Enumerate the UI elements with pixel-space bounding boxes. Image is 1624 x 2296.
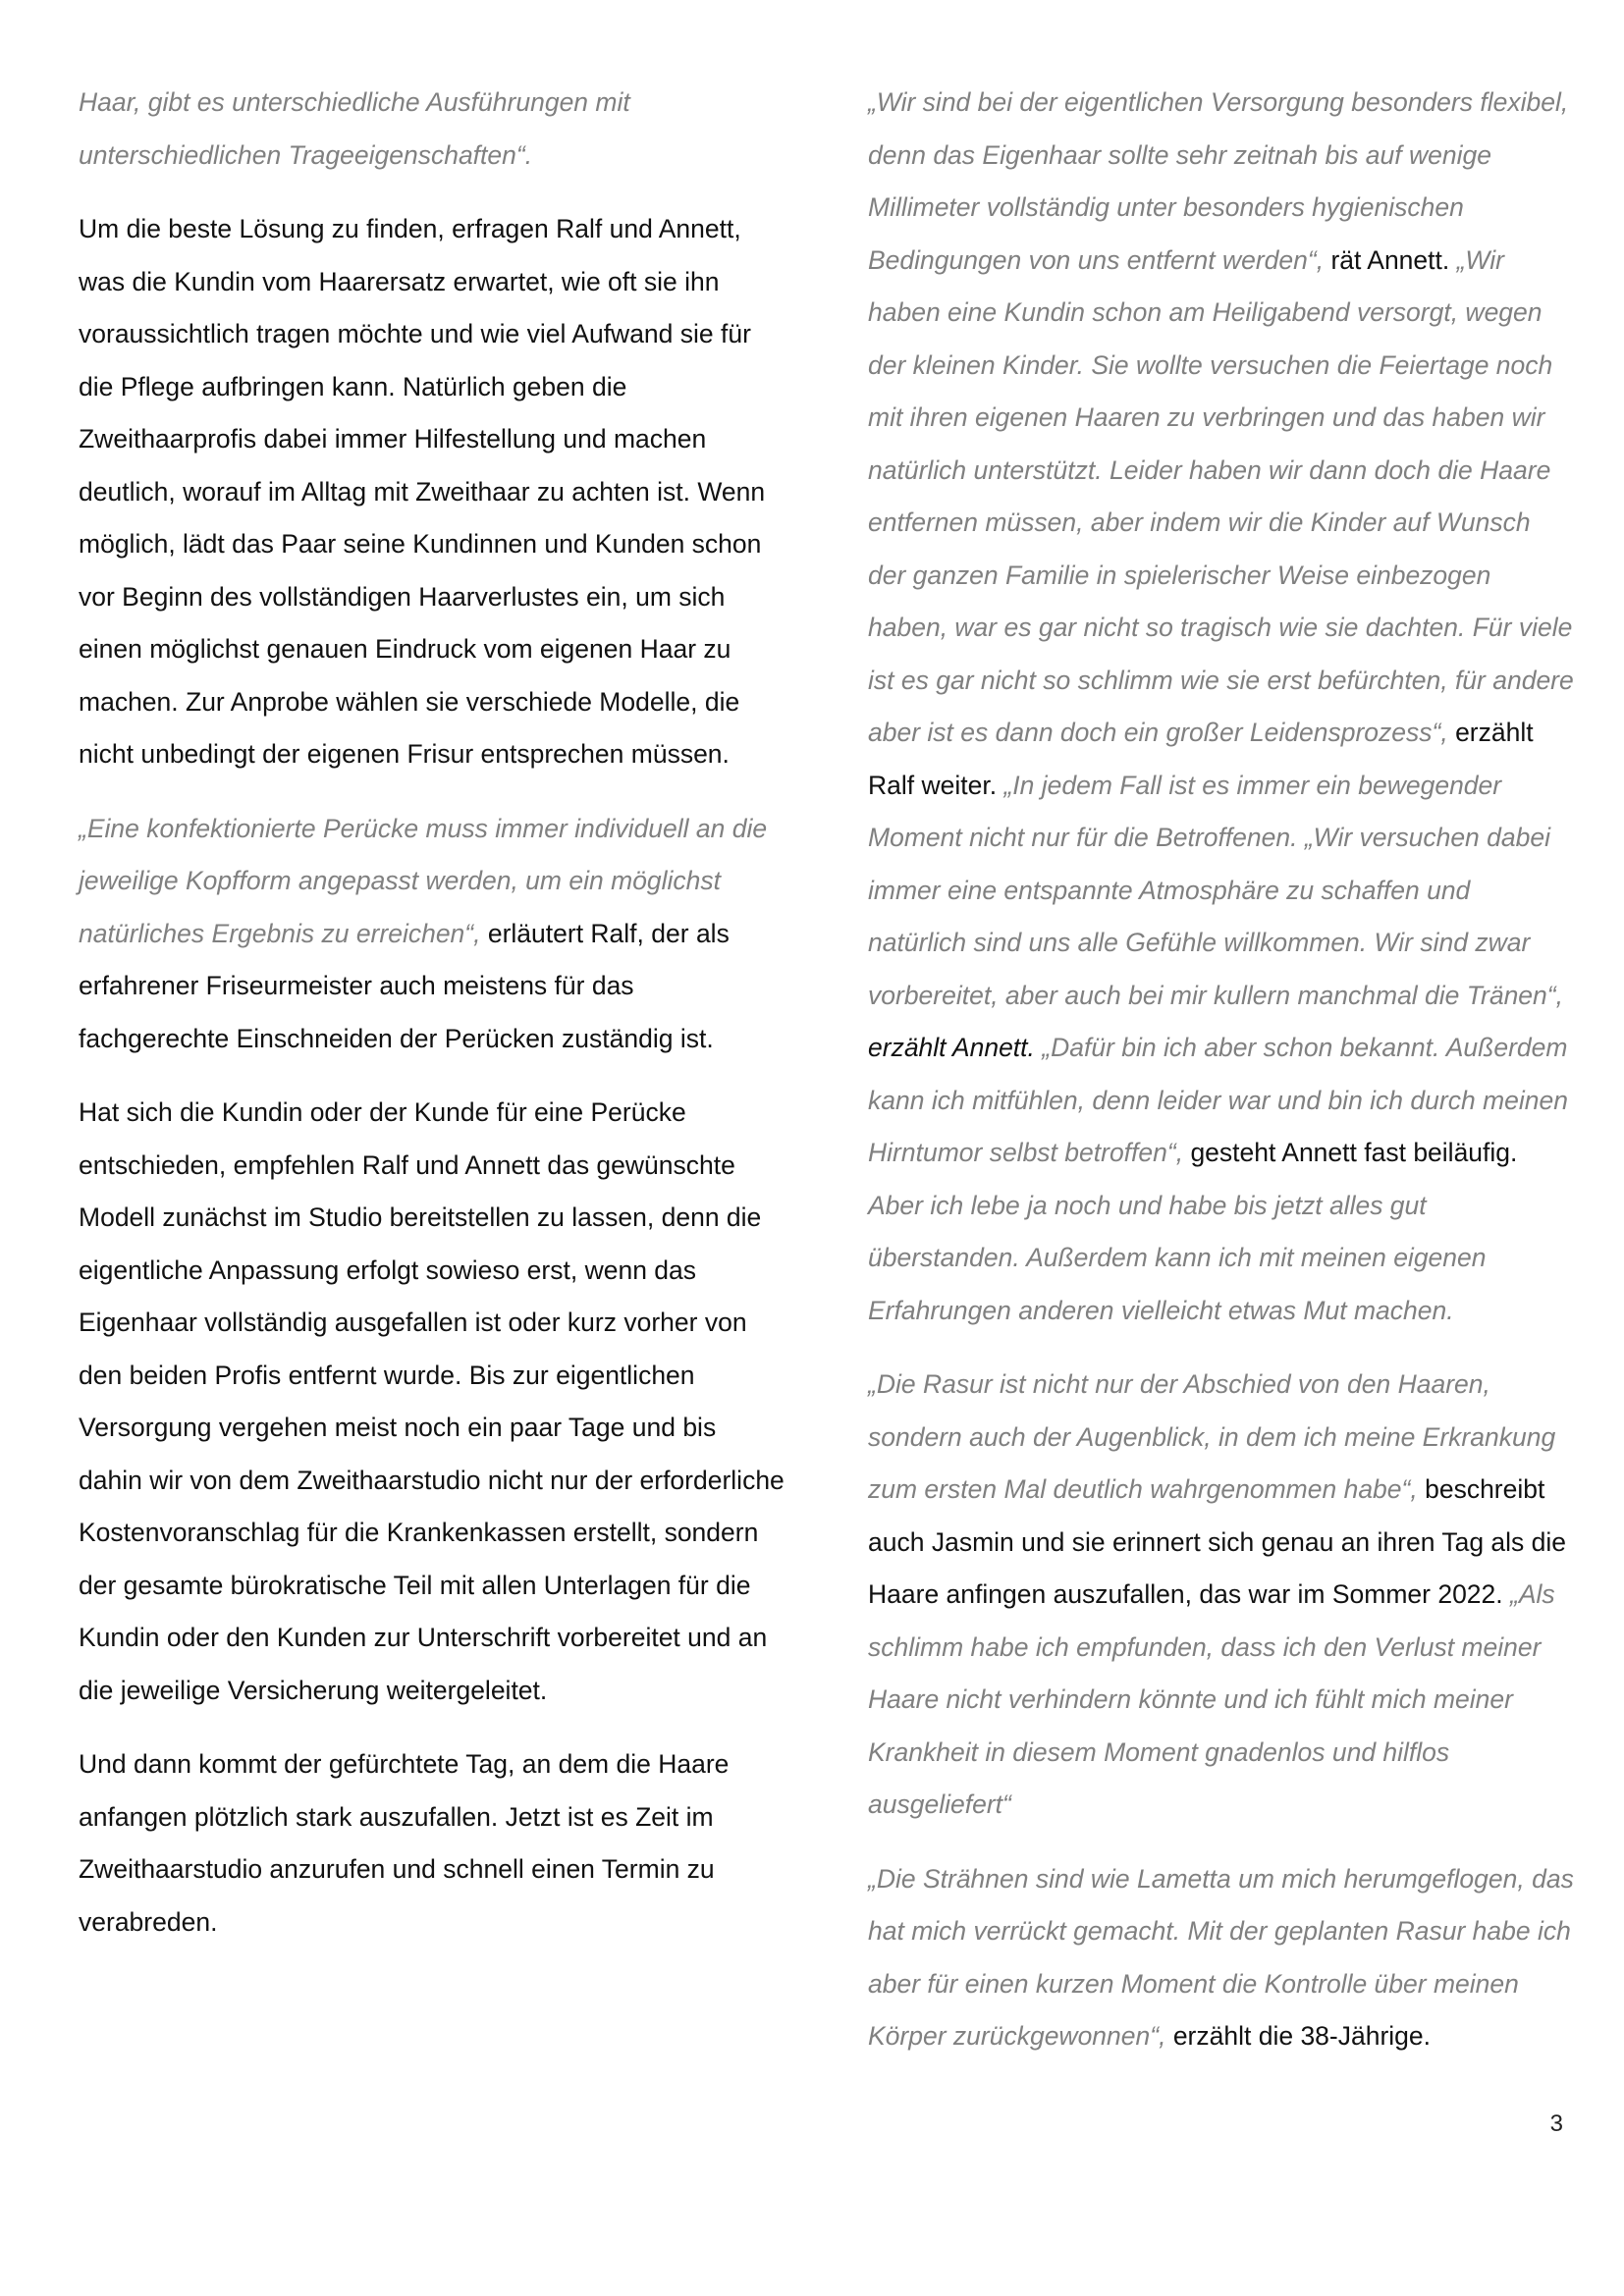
paragraph-beratung: Um die beste Lösung zu finden, erfragen Ralf und Annett, was die Kundin vom Haarersatz erwartet, wie oft sie ihn voraussichtlich tragen möchte und wie viel Aufwand sie für die Pflege aufbringen kann. Natürlich geben die Zweithaarprofis dabei immer Hilfestellung und machen deutlich, worauf im Alltag mit Zweithaar zu achten ist. Wenn möglich, lädt das Paar seine Kundinnen und Kunden schon vor Beginn des vollständigen Haarverlustes ein, um sich einen möglichst genauen Eindruck vom eigenen Haar zu machen. Zur Anprobe wählen sie verschiede Modelle, die nicht unbedingt der eigenen Frisur entsprechen müssen. xyxy=(79,214,766,769)
paragraph-quote-trageeigenschaften: Haar, gibt es unterschiedliche Ausführungen mit unterschiedlichen Trageeigenschaften“. xyxy=(79,87,630,170)
text-erzaehlt-ralf: erzählt Ralf weiter. xyxy=(868,718,1534,800)
paragraph-straehnen xyxy=(868,1853,1575,2063)
text-raet-annett: rät Annett. xyxy=(1324,244,1457,275)
paragraph-annett-ralf-erfahrungen xyxy=(868,77,1575,1337)
quote-heiligabend: „Wir haben eine Kundin schon am Heiligabend versorgt, wegen der kleinen Kinder. Sie wollte versuchen die Feiertage noch mit ihren eigenen Haaren zu verbringen und das haben wir natürlich unterstützt. Leider haben wir dann doch die Haare entfernen müssen, aber indem wir die Kinder auf Wunsch der ganzen Familie in spielerischer Weise einbezogen haben, war es gar nicht so tragisch wie sie dachten. Für viele ist es gar nicht so schlimm wie sie erst befürchten, für andere aber ist es dann doch ein großer Leidensprozess“, xyxy=(868,244,1574,747)
text-beschreibt-jasmin: beschreibt auch Jasmin und sie erinnert sich genau an ihren Tag als die Haare anfingen auszufallen, das war im Sommer 2022. xyxy=(868,1474,1567,1609)
quote-hirntumor: „Dafür bin ich aber schon bekannt. Außerdem kann ich mitfühlen, denn leider war und bin ich durch meinen Hirntumor selbst betroffen“, xyxy=(868,1033,1568,1167)
text-gesteht-annett: gesteht Annett fast beiläufig. xyxy=(1183,1138,1518,1167)
left-column xyxy=(79,77,785,1970)
text-erlaeutert-ralf: erläutert Ralf, der als erfahrener Friseurmeister auch meistens für das fachgerechte Einschneiden der Perücken zuständig ist. xyxy=(79,918,730,1053)
quote-annett-flexibel: „Wir sind bei der eigentlichen Versorgung besonders flexibel, denn das Eigenhaar sollte sehr zeitnah bis auf wenige Millimeter vollständig unter besonders hygienischen Bedingungen von uns entfernt werden“, xyxy=(868,87,1569,275)
paragraph-jasmin-rasur xyxy=(868,1359,1575,1832)
paragraph-versorgung: Hat sich die Kundin oder der Kunde für eine Perücke entschieden, empfehlen Ralf und Annett das gewünschte Modell zunächst im Studio bereitstellen zu lassen, denn die eigentliche Anpassung erfolgt sowieso erst, wenn das Eigenhaar vollständig ausgefallen ist oder kurz vorher von den beiden Profis entfernt wurde. Bis zur eigentlichen Versorgung vergehen meist noch ein paar Tage und bis dahin wir von dem Zweithaarstudio nicht nur der erforderliche Kostenvoranschlag für die Krankenkassen erstellt, sondern der gesamte bürokratische Teil mit allen Unterlagen für die Kundin oder den Kunden zur Unterschrift vorbereitet und an die jeweilige Versicherung weitergeleitet. xyxy=(79,1097,785,1705)
quote-bewegender-moment: „In jedem Fall ist es immer ein bewegender Moment nicht nur für die Betroffenen. „Wir versuchen dabei immer eine entspannte Atmosphäre zu schaffen und natürlich sind uns alle Gefühle willkommen. Wir sind zwar vorbereitet, aber auch bei mir kullern manchmal die Tränen“, xyxy=(868,770,1563,1010)
quote-lametta: „Die Strähnen sind wie Lametta um mich herumgeflogen, das hat mich verrückt gemacht. Mit der geplanten Rasur habe ich aber für einen kurzen Moment die Kontrolle über meinen Körper zurückgewonnen“, xyxy=(868,1863,1574,2051)
quote-verlust-haare: „Als schlimm habe ich empfunden, dass ich den Verlust meiner Haare nicht verhindern könnte und ich fühlt mich meiner Krankheit in diesem Moment gnadenlos und hilflos ausgeliefert“ xyxy=(868,1579,1555,1819)
paragraph-gefuerchteter-tag: Und dann kommt der gefürchtete Tag, an dem die Haare anfangen plötzlich stark auszufallen. Jetzt ist es Zeit im Zweithaarstudio anzurufen und schnell einen Termin zu verabreden. xyxy=(79,1749,730,1937)
right-column xyxy=(868,77,1575,2085)
text-erzaehlt-38-jaehrige: erzählt die 38-Jährige. xyxy=(1165,2021,1432,2051)
paragraph-anpassung xyxy=(79,803,785,1066)
quote-rasur-abschied: „Die Rasur ist nicht nur der Abschied von den Haaren, sondern auch der Augenblick, in dem ich meine Erkrankung zum ersten Mal deutlich wahrgenommen habe“, xyxy=(868,1369,1556,1504)
page-number: 3 xyxy=(1549,2110,1563,2137)
text-erzaehlt-annett: erzählt Annett. xyxy=(868,1033,1035,1062)
quote-mut-machen: Aber ich lebe ja noch und habe bis jetzt alles gut überstanden. Außerdem kann ich mit meinen eigenen Erfahrungen anderen vielleicht etwas Mut machen. xyxy=(868,1190,1487,1325)
quote-ralf-kopfform: „Eine konfektionierte Perücke muss immer individuell an die jeweilige Kopfform angepasst werden, um ein möglichst natürliches Ergebnis zu erreichen“, xyxy=(79,813,768,948)
